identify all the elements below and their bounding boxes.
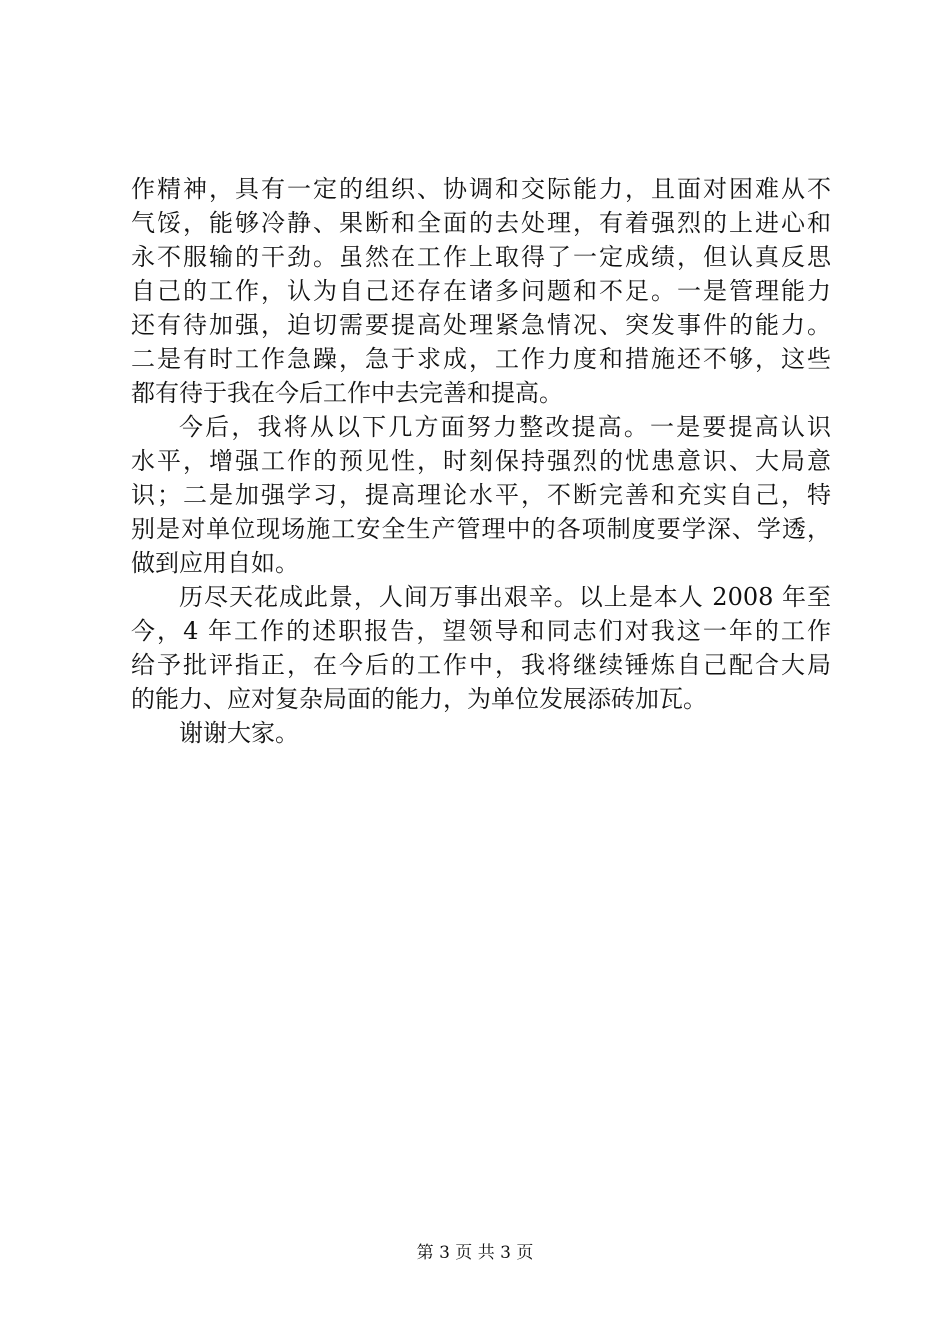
page-number: 第 3 页 共 3 页 <box>416 1243 534 1263</box>
paragraph-line: 作精神，具有一定的组织、协调和交际能力，且面对困难从不 <box>131 175 831 203</box>
paragraph-line: 做到应用自如。 <box>131 549 299 577</box>
paragraph-improvement-plan <box>131 410 831 580</box>
document-body <box>131 172 831 750</box>
paragraph-line: 永不服输的干劲。虽然在工作上取得了一定成绩，但认真反思 <box>131 243 831 271</box>
paragraph-line: 自己的工作，认为自己还存在诸多问题和不足。一是管理能力 <box>131 277 831 305</box>
paragraph-thanks <box>131 716 831 750</box>
paragraph-line: 都有待于我在今后工作中去完善和提高。 <box>131 379 563 407</box>
paragraph-line: 今，4 年工作的述职报告，望领导和同志们对我这一年的工作 <box>131 617 831 645</box>
paragraph-line: 给予批评指正，在今后的工作中，我将继续锤炼自己配合大局 <box>131 651 831 679</box>
paragraph-line: 识；二是加强学习，提高理论水平，不断完善和充实自己，特 <box>131 481 831 509</box>
paragraph-line: 还有待加强，迫切需要提高处理紧急情况、突发事件的能力。 <box>131 311 831 339</box>
paragraph-line: 历尽天花成此景，人间万事出艰辛。以上是本人 2008 年至 <box>179 583 831 611</box>
paragraph-line: 别是对单位现场施工安全生产管理中的各项制度要学深、学透， <box>131 515 831 543</box>
paragraph-line: 今后，我将从以下几方面努力整改提高。一是要提高认识 <box>179 413 831 441</box>
paragraph-conclusion <box>131 580 831 716</box>
paragraph-line: 二是有时工作急躁，急于求成，工作力度和措施还不够，这些 <box>131 345 831 373</box>
paragraph-line: 谢谢大家。 <box>179 719 299 747</box>
paragraph-line: 的能力、应对复杂局面的能力，为单位发展添砖加瓦。 <box>131 685 707 713</box>
paragraph-self-assessment <box>131 172 831 410</box>
paragraph-line: 水平，增强工作的预见性，时刻保持强烈的忧患意识、大局意 <box>131 447 831 475</box>
paragraph-line: 气馁，能够冷静、果断和全面的去处理，有着强烈的上进心和 <box>131 209 831 237</box>
